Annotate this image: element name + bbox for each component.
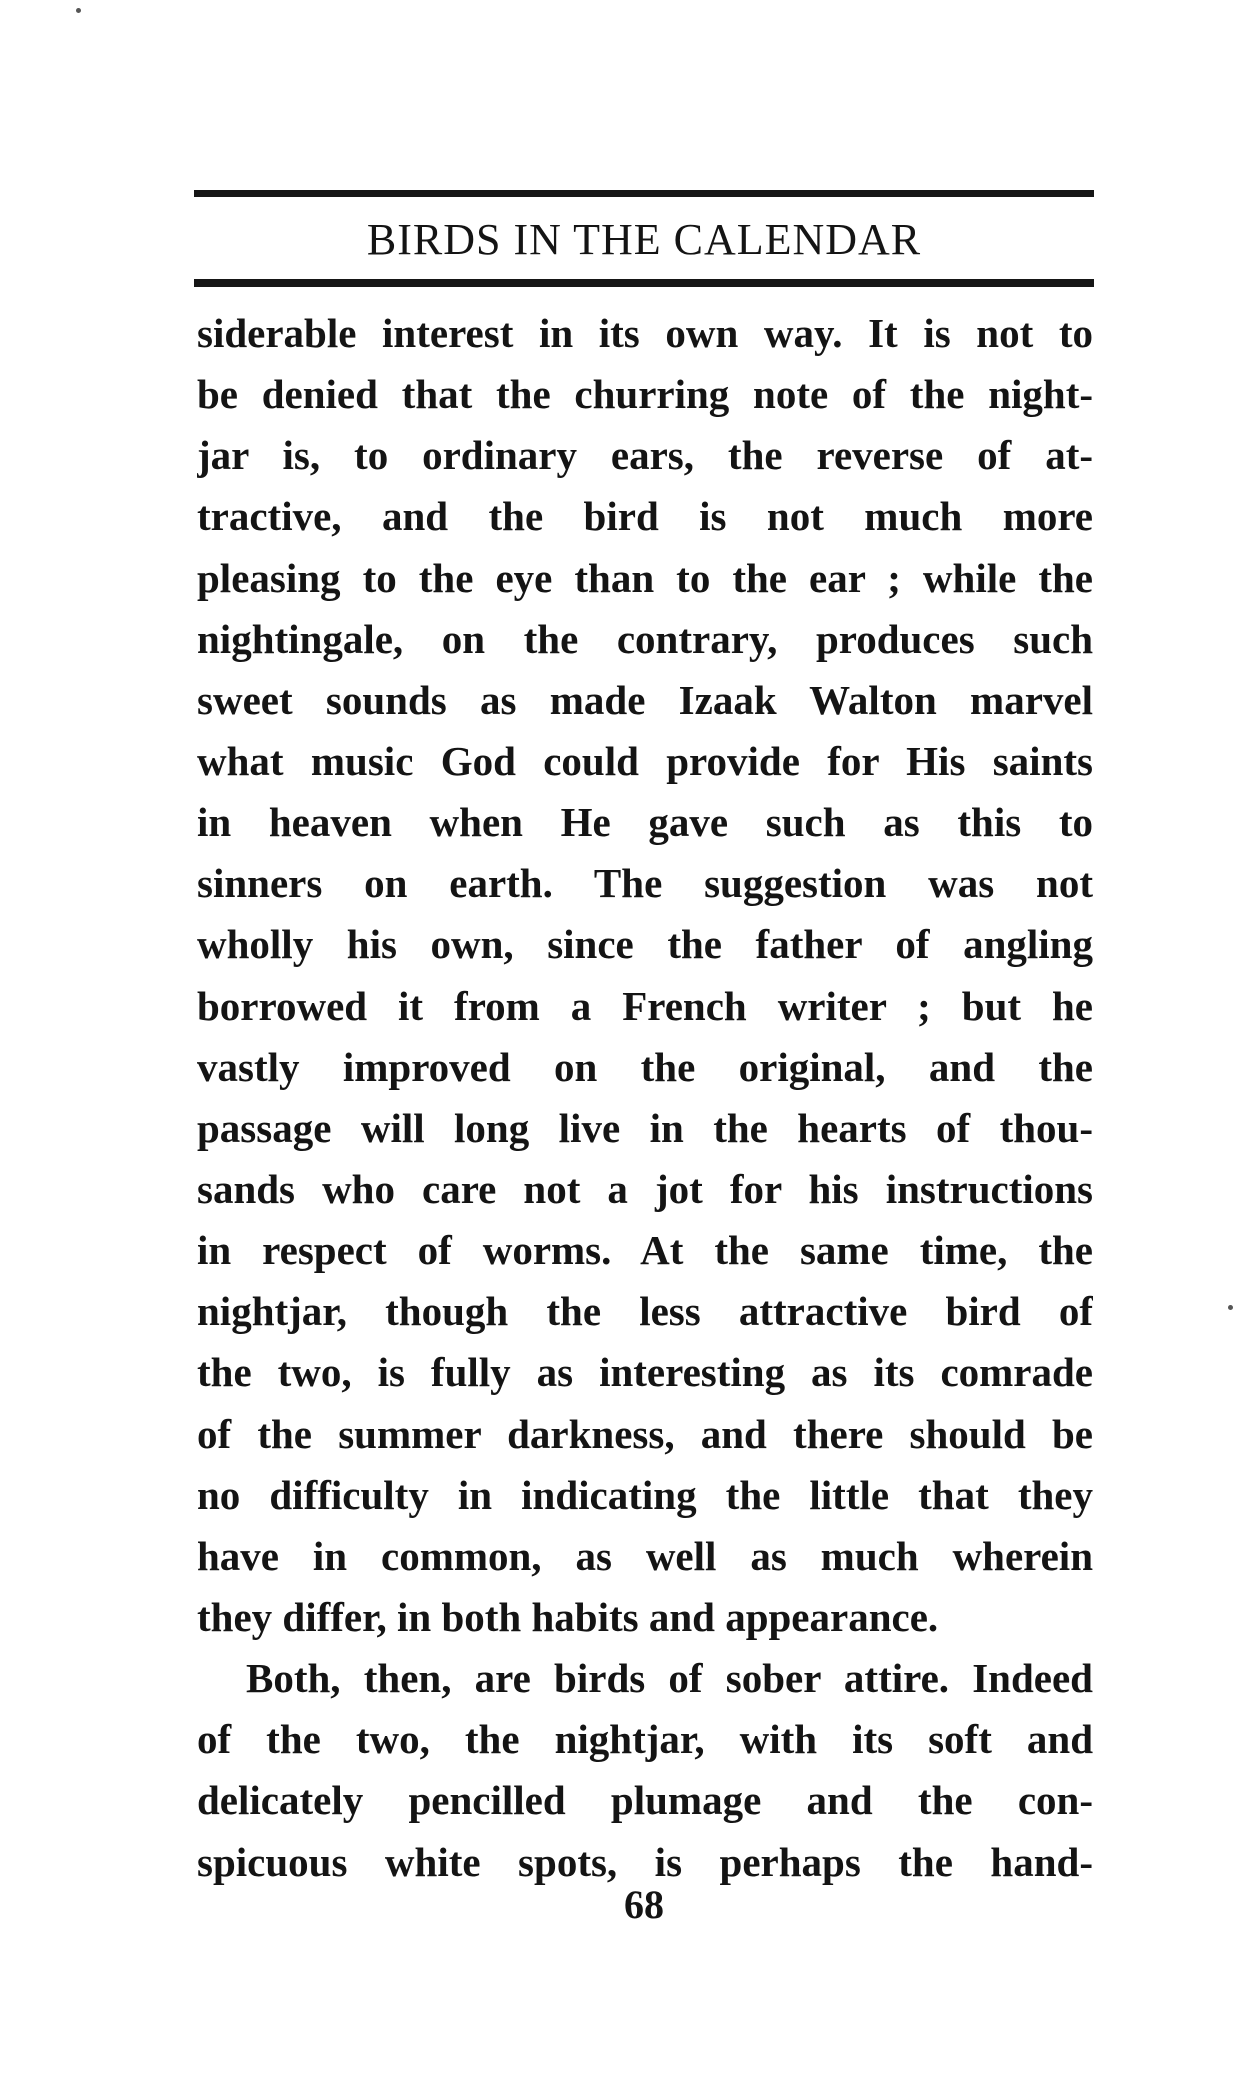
header-rule-bottom bbox=[194, 279, 1094, 287]
text-line: Both, then, are birds of sober attire. Indeed bbox=[246, 1655, 1093, 1702]
text-line: delicately pencilled plumage and the con- bbox=[197, 1777, 1093, 1824]
text-line: in heaven when He gave such as this to bbox=[197, 799, 1093, 846]
text-line: sweet sounds as made Izaak Walton marvel bbox=[197, 676, 1093, 723]
text-line: siderable interest in its own way. It is not to bbox=[197, 310, 1093, 356]
text-line: of the summer darkness, and there should be bbox=[197, 1410, 1093, 1457]
text-line: nightjar, though the less attractive bird of bbox=[197, 1288, 1093, 1335]
text-line: of the two, the nightjar, with its soft and bbox=[197, 1716, 1093, 1763]
text-line: have in common, as well as much wherein bbox=[197, 1532, 1093, 1579]
text-line: spicuous white spots, is perhaps the hand- bbox=[197, 1838, 1093, 1885]
text-line: no difficulty in indicating the little that they bbox=[197, 1471, 1093, 1518]
text-line: borrowed it from a French writer ; but he bbox=[197, 982, 1093, 1029]
text-line: tractive, and the bird is not much more bbox=[197, 493, 1093, 540]
page-number: 68 bbox=[624, 1882, 664, 1927]
text-line: passage will long live in the hearts of thou- bbox=[197, 1104, 1093, 1151]
text-line: sinners on earth. The suggestion was not bbox=[197, 860, 1093, 907]
text-line: they differ, in both habits and appearance. bbox=[197, 1593, 939, 1640]
text-line: in respect of worms. At the same time, the bbox=[197, 1227, 1093, 1274]
text-line: jar is, to ordinary ears, the reverse of at- bbox=[197, 432, 1093, 479]
text-line: nightingale, on the contrary, produces such bbox=[197, 615, 1093, 662]
text-line: be denied that the churring note of the night- bbox=[197, 371, 1093, 418]
text-line: vastly improved on the original, and the bbox=[197, 1043, 1093, 1090]
running-header: BIRDS IN THE CALENDAR bbox=[366, 215, 922, 264]
text-line: pleasing to the eye than to the ear ; while the bbox=[197, 554, 1093, 601]
body-text bbox=[197, 303, 1093, 1893]
scan-speck bbox=[76, 8, 81, 13]
scan-speck bbox=[1228, 1305, 1233, 1310]
header-rule-top bbox=[194, 190, 1094, 197]
text-line: sands who care not a jot for his instructions bbox=[197, 1165, 1093, 1212]
text-line: what music God could provide for His saints bbox=[197, 737, 1093, 784]
text-line: the two, is fully as interesting as its comrade bbox=[197, 1349, 1093, 1396]
text-line: wholly his own, since the father of angling bbox=[197, 921, 1093, 968]
